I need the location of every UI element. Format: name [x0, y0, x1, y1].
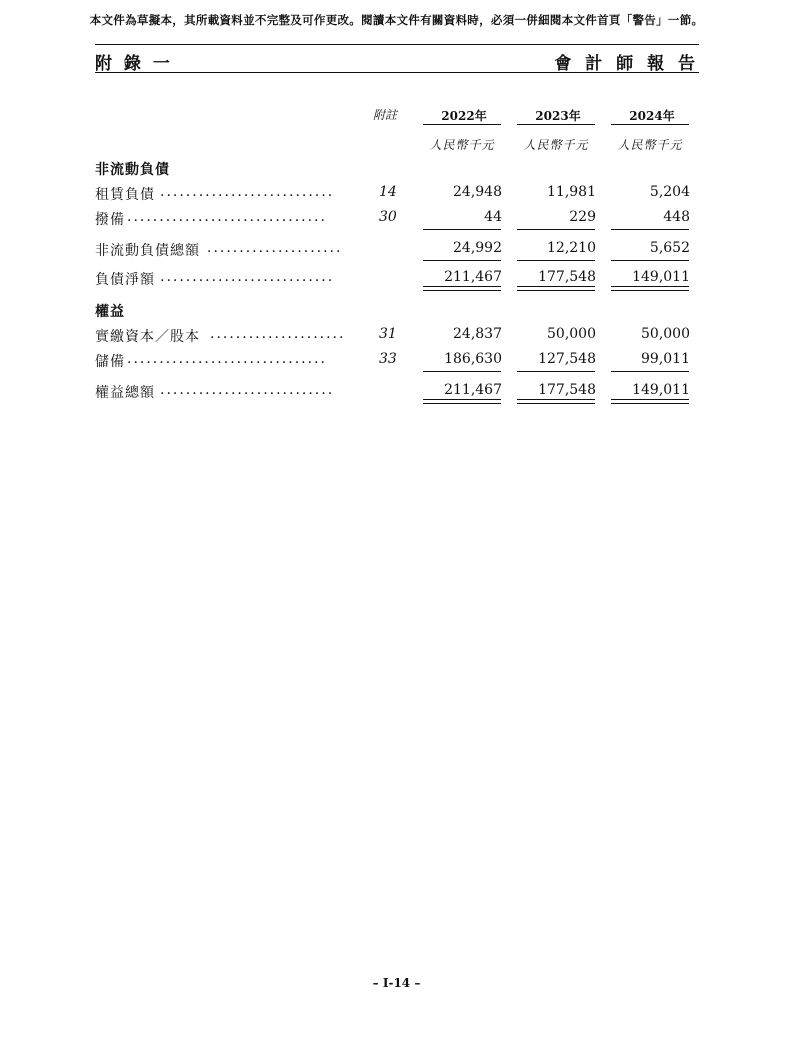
leader-dots: ..................... [210, 326, 346, 342]
appendix-title: 附 錄 一 [95, 54, 173, 74]
top-rule [95, 44, 699, 45]
subtotal-rule-2024 [611, 371, 689, 372]
value-2022: 211,467 [444, 269, 502, 285]
total-rule-2023 [517, 260, 595, 261]
row-label-net-liabilities: 負債淨額 [95, 272, 155, 288]
value-2024: 5,652 [649, 240, 690, 256]
value-2022: 186,630 [444, 351, 502, 367]
subtotal-rule-2024 [611, 229, 689, 230]
row-note: 30 [379, 209, 397, 225]
note-column-header: 附註 [373, 108, 398, 122]
row-note: 33 [379, 351, 397, 367]
subtotal-rule-2023 [517, 371, 595, 372]
unit-2023: 人民幣千元 [523, 138, 589, 152]
value-2023: 50,000 [547, 326, 596, 342]
leader-dots: ............................... [127, 351, 327, 367]
row-label-total-equity: 權益總額 [95, 385, 155, 401]
value-2023: 11,981 [547, 184, 596, 200]
row-note: 31 [379, 326, 397, 342]
row-note: 14 [379, 184, 397, 200]
row-label-total-noncurrent-liabilities: 非流動負債總額 [95, 243, 200, 259]
double-rule-2023 [517, 286, 595, 291]
leader-dots: ........................... [160, 382, 335, 398]
value-2022: 44 [484, 209, 502, 225]
row-label-reserves: 儲備 [95, 354, 125, 370]
value-2022: 24,948 [453, 184, 502, 200]
leader-dots: ........................... [160, 269, 335, 285]
draft-disclaimer: 本文件為草擬本，其所載資料並不完整及可作更改。閱讀本文件有關資料時，必須一併細閱本文件首頁「警告」一節。 [89, 13, 704, 27]
report-title: 會 計 師 報 告 [554, 54, 699, 74]
value-2023: 12,210 [547, 240, 596, 256]
double-rule-2023 [517, 399, 595, 404]
year-2022-header: 2022年 [441, 109, 487, 123]
row-label-paid-in-capital: 實繳資本／股本 [95, 329, 200, 345]
double-rule-2024 [611, 399, 689, 404]
double-rule-2022 [423, 399, 501, 404]
value-2024: 149,011 [632, 269, 690, 285]
value-2024: 448 [663, 209, 690, 225]
value-2023: 229 [569, 209, 596, 225]
year-rule-2023 [517, 124, 595, 125]
value-2024: 5,204 [649, 184, 690, 200]
unit-2024: 人民幣千元 [617, 138, 683, 152]
page-number: – I-14 – [372, 976, 421, 990]
leader-dots: ........................... [160, 184, 335, 200]
value-2022: 211,467 [444, 382, 502, 398]
row-label-provisions: 撥備 [95, 212, 125, 228]
unit-2022: 人民幣千元 [429, 138, 495, 152]
row-label-lease-liabilities: 租賃負債 [95, 187, 155, 203]
value-2023: 177,548 [538, 269, 596, 285]
value-2022: 24,992 [453, 240, 502, 256]
double-rule-2024 [611, 286, 689, 291]
section-title-noncurrent-liabilities: 非流動負債 [95, 162, 170, 178]
total-rule-2024 [611, 260, 689, 261]
subtotal-rule-2022 [423, 371, 501, 372]
subtotal-rule-2023 [517, 229, 595, 230]
leader-dots: ............................... [127, 209, 327, 225]
year-rule-2024 [611, 124, 689, 125]
double-rule-2022 [423, 286, 501, 291]
leader-dots: ..................... [207, 240, 343, 256]
value-2023: 127,548 [538, 351, 596, 367]
value-2024: 99,011 [641, 351, 690, 367]
total-rule-2022 [423, 260, 501, 261]
year-rule-2022 [423, 124, 501, 125]
subtotal-rule-2022 [423, 229, 501, 230]
value-2023: 177,548 [538, 382, 596, 398]
value-2024: 149,011 [632, 382, 690, 398]
year-2024-header: 2024年 [629, 109, 675, 123]
header-rule [95, 72, 699, 73]
section-title-equity: 權益 [95, 304, 125, 320]
value-2024: 50,000 [641, 326, 690, 342]
value-2022: 24,837 [453, 326, 502, 342]
year-2023-header: 2023年 [535, 109, 581, 123]
